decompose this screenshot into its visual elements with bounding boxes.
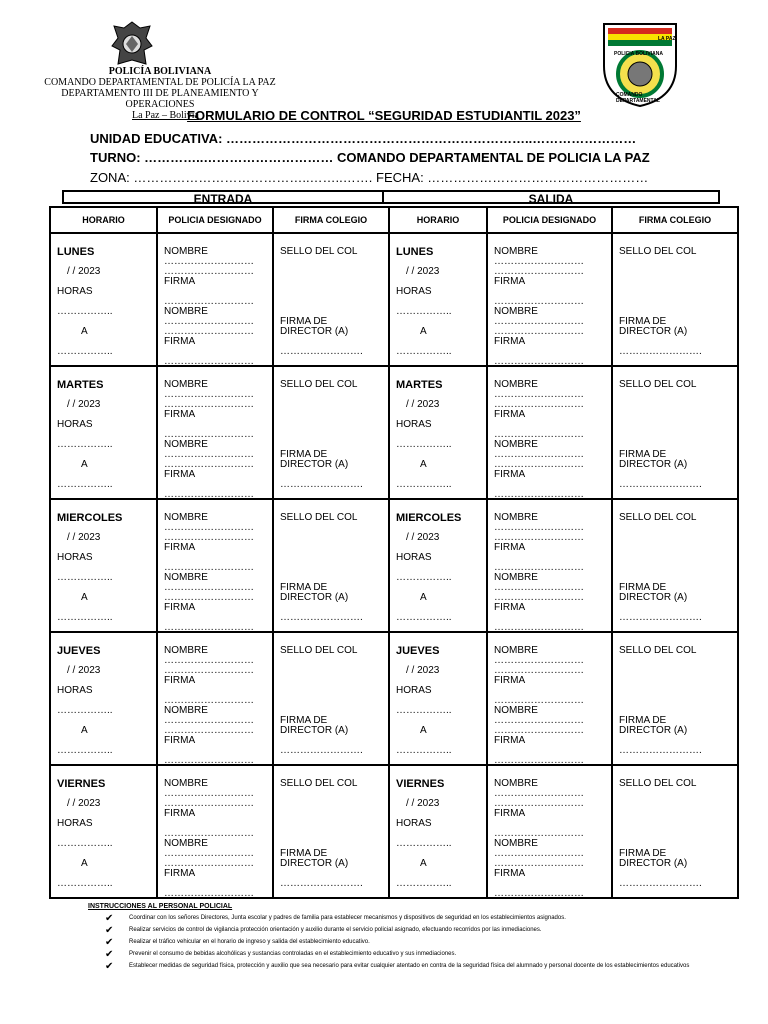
sello-label: SELLO DEL COL [619, 379, 697, 390]
firma-dots: ……………………. [619, 612, 702, 623]
nombre-dots: ……………………… [164, 655, 254, 666]
nombre-label: NOMBRE [164, 306, 208, 317]
firma-dots: ……………………. [280, 346, 363, 357]
firma-dots: ……………………. [619, 346, 702, 357]
firma-cell-in[interactable] [273, 765, 389, 898]
nombre-dots: ……………………… [164, 399, 254, 410]
policia-cell-in[interactable] [157, 632, 273, 765]
nombre-dots: ……………………… [164, 848, 254, 859]
firma-cell-out[interactable] [612, 366, 738, 499]
horario-cell-in[interactable] [50, 233, 157, 366]
instruction-item: Realizar servicios de control de vigilancia protección orientación y auxilio durante el servicio policial asignado, efectuando recorridos por las inmediaciones. [129, 927, 542, 933]
horario-cell-in[interactable] [50, 499, 157, 632]
firma-cell-out[interactable] [612, 233, 738, 366]
director-label: DIRECTOR (A) [619, 326, 688, 337]
horario-cell-in[interactable] [50, 765, 157, 898]
nombre-dots: ……………………… [494, 316, 584, 327]
nombre-label: NOMBRE [494, 246, 538, 257]
firma-dots: ……………………… [494, 356, 584, 367]
header-line3: La Paz – Bolivia [132, 110, 199, 121]
table-row [50, 499, 738, 632]
policia-cell-in[interactable] [157, 233, 273, 366]
table-header-row [50, 207, 738, 233]
firma-de-label: FIRMA DE [619, 582, 667, 593]
firma-label: FIRMA [164, 469, 196, 480]
firma-label: FIRMA [494, 675, 526, 686]
nombre-label: NOMBRE [494, 379, 538, 390]
firma-label: FIRMA [164, 675, 196, 686]
instructions-heading: INSTRUCCIONES AL PERSONAL POLICIAL [88, 903, 233, 910]
a-label: A [81, 858, 88, 869]
policia-cell-out[interactable] [487, 632, 612, 765]
policia-cell-in[interactable] [157, 366, 273, 499]
col-policia-out: POLICIA DESIGNADO [487, 207, 612, 233]
sello-label: SELLO DEL COL [280, 246, 358, 257]
a-label: A [81, 592, 88, 603]
nombre-label: NOMBRE [164, 246, 208, 257]
horario-cell-out[interactable] [389, 632, 487, 765]
nombre-dots: ……………………… [494, 848, 584, 859]
horas-dots: …………….. [57, 306, 113, 317]
nombre-label: NOMBRE [164, 379, 208, 390]
horas-dots: …………….. [57, 439, 113, 450]
a-label: A [420, 592, 427, 603]
header-org: POLICÍA BOLIVIANA [108, 66, 212, 77]
policia-cell-out[interactable] [487, 233, 612, 366]
director-label: DIRECTOR (A) [619, 459, 688, 470]
horas-dots: …………….. [57, 745, 113, 756]
nombre-dots: ……………………… [164, 266, 254, 277]
policia-cell-out[interactable] [487, 499, 612, 632]
horas-label: HORAS [57, 419, 93, 430]
firma-dots: ……………………. [280, 745, 363, 756]
a-label: A [81, 459, 88, 470]
firma-label: FIRMA [494, 868, 526, 879]
nombre-label: NOMBRE [164, 838, 208, 849]
table-row [50, 233, 738, 366]
horas-dots: …………….. [396, 878, 452, 889]
header-line2: DEPARTAMENTO III DE PLANEAMIENTO Y OPERACIONES [61, 88, 259, 110]
firma-de-label: FIRMA DE [280, 582, 328, 593]
sello-label: SELLO DEL COL [280, 512, 358, 523]
nombre-dots: ……………………… [164, 389, 254, 400]
a-label: A [420, 459, 427, 470]
day-label: LUNES [396, 246, 434, 258]
firma-cell-in[interactable] [273, 366, 389, 499]
horas-dots: …………….. [396, 346, 452, 357]
nombre-label: NOMBRE [494, 778, 538, 789]
check-icon: ✔ [105, 949, 114, 960]
nombre-dots: ……………………… [494, 655, 584, 666]
horas-label: HORAS [396, 552, 432, 563]
director-label: DIRECTOR (A) [619, 592, 688, 603]
horas-dots: …………….. [57, 838, 113, 849]
sello-label: SELLO DEL COL [619, 512, 697, 523]
horas-label: HORAS [396, 419, 432, 430]
horas-dots: …………….. [396, 745, 452, 756]
nombre-dots: ……………………… [164, 326, 254, 337]
badge-right-text: LA PAZ [658, 36, 676, 42]
firma-de-label: FIRMA DE [280, 316, 328, 327]
firma-dots: ……………………. [280, 612, 363, 623]
date-field: / / 2023 [67, 665, 101, 676]
nombre-dots: ……………………… [494, 715, 584, 726]
horas-dots: …………….. [57, 705, 113, 716]
col-policia-in: POLICIA DESIGNADO [157, 207, 273, 233]
sello-label: SELLO DEL COL [280, 778, 358, 789]
firma-de-label: FIRMA DE [280, 449, 328, 460]
firma-dots: ……………………. [619, 878, 702, 889]
horas-label: HORAS [57, 818, 93, 829]
firma-dots: ……………………… [494, 489, 584, 500]
nombre-dots: ……………………… [164, 449, 254, 460]
check-icon: ✔ [105, 925, 114, 936]
firma-dots: ……………………… [164, 695, 254, 706]
director-label: DIRECTOR (A) [619, 858, 688, 869]
horas-dots: …………….. [57, 612, 113, 623]
director-label: DIRECTOR (A) [280, 858, 349, 869]
horas-dots: …………….. [57, 572, 113, 583]
instruction-item: Coordinar con los señores Directores, Junta escolar y padres de familia para establecer mecanismos y dispositivos de seguridad en los establecimientos asignados. [129, 915, 566, 921]
firma-dots: ……………………… [494, 562, 584, 573]
firma-dots: ……………………. [619, 479, 702, 490]
nombre-label: NOMBRE [164, 439, 208, 450]
horario-cell-in[interactable] [50, 632, 157, 765]
firma-dots: ……………………… [164, 296, 254, 307]
date-field: / / 2023 [406, 665, 440, 676]
day-label: JUEVES [57, 645, 101, 657]
form-title-text: FORMULARIO DE CONTROL “SEGURIDAD ESTUDIANTIL 2023” [187, 108, 581, 123]
table-row [50, 366, 738, 499]
col-horario-out: HORARIO [389, 207, 487, 233]
firma-label: FIRMA [494, 276, 526, 287]
policia-cell-in[interactable] [157, 499, 273, 632]
horas-dots: …………….. [57, 479, 113, 490]
a-label: A [81, 725, 88, 736]
day-label: VIERNES [396, 778, 445, 790]
nombre-dots: ……………………… [494, 725, 584, 736]
day-label: MIERCOLES [396, 512, 462, 524]
firma-de-label: FIRMA DE [280, 848, 328, 859]
firma-dots: ……………………. [280, 479, 363, 490]
director-label: DIRECTOR (A) [619, 725, 688, 736]
day-label: LUNES [57, 246, 95, 258]
nombre-dots: ……………………… [164, 582, 254, 593]
firma-dots: ……………………… [164, 489, 254, 500]
date-field: / / 2023 [406, 798, 440, 809]
firma-de-label: FIRMA DE [619, 449, 667, 460]
nombre-dots: ……………………… [164, 522, 254, 533]
col-horario-in: HORARIO [50, 207, 157, 233]
date-field: / / 2023 [406, 266, 440, 277]
date-field: / / 2023 [67, 266, 101, 277]
horas-label: HORAS [396, 286, 432, 297]
nombre-dots: ……………………… [494, 389, 584, 400]
check-icon: ✔ [105, 937, 114, 948]
firma-label: FIRMA [494, 469, 526, 480]
nombre-label: NOMBRE [494, 439, 538, 450]
horas-dots: …………….. [396, 479, 452, 490]
firma-label: FIRMA [164, 336, 196, 347]
horas-dots: …………….. [396, 838, 452, 849]
horario-cell-out[interactable] [389, 765, 487, 898]
firma-dots: ……………………… [164, 755, 254, 766]
day-label: MIERCOLES [57, 512, 123, 524]
horas-dots: …………….. [396, 572, 452, 583]
nombre-dots: ……………………… [164, 592, 254, 603]
day-label: MARTES [57, 379, 104, 391]
firma-label: FIRMA [164, 808, 196, 819]
firma-de-label: FIRMA DE [619, 848, 667, 859]
firma-label: FIRMA [494, 542, 526, 553]
instruction-item: Realizar el tráfico vehicular en el horario de ingreso y salida del establecimiento educativo. [129, 939, 370, 945]
nombre-label: NOMBRE [164, 512, 208, 523]
nombre-dots: ……………………… [494, 326, 584, 337]
horas-label: HORAS [57, 685, 93, 696]
badge-bottom-text: COMANDO DEPARTAMENTAL [616, 92, 660, 104]
day-label: JUEVES [396, 645, 440, 657]
nombre-label: NOMBRE [164, 645, 208, 656]
firma-label: FIRMA [164, 276, 196, 287]
instruction-item: Establecer medidas de seguridad física, protección y auxilio que sea necesario para evitar cualquier atentado en contra de la seguridad física del alumnado y personal docente de los establecimientos educativos [129, 963, 690, 969]
nombre-dots: ……………………… [164, 788, 254, 799]
nombre-label: NOMBRE [494, 512, 538, 523]
firma-dots: ……………………… [164, 429, 254, 440]
nombre-dots: ……………………… [494, 266, 584, 277]
nombre-dots: ……………………… [494, 459, 584, 470]
nombre-label: NOMBRE [164, 778, 208, 789]
nombre-dots: ……………………… [494, 798, 584, 809]
horas-dots: …………….. [396, 306, 452, 317]
badge-top-text: POLICIA BOLIVIANA [614, 51, 663, 57]
director-label: DIRECTOR (A) [280, 326, 349, 337]
date-field: / / 2023 [67, 532, 101, 543]
turno-field[interactable]: TURNO: …………..………………………… COMANDO DEPARTAMENTAL DE POLICIA LA PAZ [90, 150, 650, 165]
firma-cell-out[interactable] [612, 632, 738, 765]
horas-label: HORAS [57, 552, 93, 563]
horas-dots: …………….. [57, 878, 113, 889]
col-firma-in: FIRMA COLEGIO [273, 207, 389, 233]
firma-cell-out[interactable] [612, 765, 738, 898]
instruction-item: Prevenir el consumo de bebidas alcohólicas y sustancias controladas en el establecimiento educativo y sus inmediaciones. [129, 951, 457, 957]
firma-de-label: FIRMA DE [280, 715, 328, 726]
firma-dots: ……………………… [494, 296, 584, 307]
policia-cell-out[interactable] [487, 366, 612, 499]
nombre-label: NOMBRE [164, 705, 208, 716]
date-field: / / 2023 [67, 798, 101, 809]
firma-label: FIRMA [494, 602, 526, 613]
nombre-dots: ……………………… [494, 256, 584, 267]
firma-dots: ……………………… [494, 828, 584, 839]
nombre-dots: ……………………… [164, 532, 254, 543]
nombre-label: NOMBRE [164, 572, 208, 583]
nombre-label: NOMBRE [494, 645, 538, 656]
header-line1: COMANDO DEPARTAMENTAL DE POLICÍA LA PAZ [44, 77, 276, 88]
nombre-dots: ……………………… [164, 665, 254, 676]
firma-dots: ……………………… [164, 622, 254, 633]
nombre-dots: ……………………… [164, 858, 254, 869]
horas-dots: …………….. [57, 346, 113, 357]
firma-dots: ……………………… [494, 888, 584, 899]
a-label: A [420, 326, 427, 337]
police-badge-right [600, 18, 680, 108]
firma-label: FIRMA [164, 868, 196, 879]
firma-label: FIRMA [494, 735, 526, 746]
firma-dots: ……………………… [494, 755, 584, 766]
nombre-dots: ……………………… [494, 592, 584, 603]
horario-cell-out[interactable] [389, 499, 487, 632]
firma-dots: ……………………… [494, 695, 584, 706]
horario-cell-out[interactable] [389, 233, 487, 366]
firma-label: FIRMA [164, 735, 196, 746]
table-row [50, 632, 738, 765]
firma-dots: ……………………… [494, 429, 584, 440]
check-icon: ✔ [105, 913, 114, 924]
firma-label: FIRMA [164, 409, 196, 420]
date-field: / / 2023 [406, 399, 440, 410]
nombre-dots: ……………………… [164, 256, 254, 267]
nombre-dots: ……………………… [494, 665, 584, 676]
director-label: DIRECTOR (A) [280, 459, 349, 470]
nombre-label: NOMBRE [494, 838, 538, 849]
day-label: MARTES [396, 379, 443, 391]
date-field: / / 2023 [406, 532, 440, 543]
firma-label: FIRMA [494, 336, 526, 347]
firma-dots: ……………………. [619, 745, 702, 756]
horas-label: HORAS [396, 818, 432, 829]
a-label: A [420, 725, 427, 736]
nombre-dots: ……………………… [164, 798, 254, 809]
nombre-label: NOMBRE [494, 306, 538, 317]
nombre-dots: ……………………… [164, 316, 254, 327]
unidad-field[interactable]: UNIDAD EDUCATIVA: ……………………………………………………………..…………………… [90, 131, 637, 146]
day-label: VIERNES [57, 778, 106, 790]
firma-cell-in[interactable] [273, 632, 389, 765]
sello-label: SELLO DEL COL [280, 645, 358, 656]
zona-field[interactable]: ZONA: …………………………………..……..……. FECHA: …………………………………………… [90, 170, 649, 185]
firma-dots: ……………………… [164, 356, 254, 367]
nombre-dots: ……………………… [164, 459, 254, 470]
firma-cell-out[interactable] [612, 499, 738, 632]
nombre-dots: ……………………… [494, 522, 584, 533]
firma-dots: ……………………… [494, 622, 584, 633]
firma-dots: ……………………… [164, 562, 254, 573]
firma-dots: ……………………… [164, 888, 254, 899]
horario-cell-out[interactable] [389, 366, 487, 499]
horas-dots: …………….. [396, 612, 452, 623]
firma-dots: ……………………… [164, 828, 254, 839]
table-row [50, 765, 738, 898]
a-label: A [81, 326, 88, 337]
firma-de-label: FIRMA DE [619, 715, 667, 726]
firma-label: FIRMA [164, 542, 196, 553]
date-field: / / 2023 [67, 399, 101, 410]
director-label: DIRECTOR (A) [280, 725, 349, 736]
policia-cell-out[interactable] [487, 765, 612, 898]
horas-label: HORAS [396, 685, 432, 696]
check-icon: ✔ [105, 961, 114, 972]
director-label: DIRECTOR (A) [280, 592, 349, 603]
nombre-dots: ……………………… [494, 399, 584, 410]
nombre-dots: ……………………… [164, 715, 254, 726]
sello-label: SELLO DEL COL [619, 246, 697, 257]
sello-label: SELLO DEL COL [619, 645, 697, 656]
nombre-dots: ……………………… [494, 788, 584, 799]
horas-dots: …………….. [396, 705, 452, 716]
firma-label: FIRMA [164, 602, 196, 613]
salida-header: SALIDA [382, 190, 720, 204]
policia-cell-in[interactable] [157, 765, 273, 898]
a-label: A [420, 858, 427, 869]
sello-label: SELLO DEL COL [280, 379, 358, 390]
firma-cell-in[interactable] [273, 499, 389, 632]
firma-label: FIRMA [494, 409, 526, 420]
horario-cell-in[interactable] [50, 366, 157, 499]
nombre-label: NOMBRE [494, 572, 538, 583]
sello-label: SELLO DEL COL [619, 778, 697, 789]
firma-de-label: FIRMA DE [619, 316, 667, 327]
firma-cell-in[interactable] [273, 233, 389, 366]
firma-label: FIRMA [494, 808, 526, 819]
horas-label: HORAS [57, 286, 93, 297]
control-table [49, 206, 739, 899]
nombre-dots: ……………………… [164, 725, 254, 736]
col-firma-out: FIRMA COLEGIO [612, 207, 738, 233]
firma-dots: ……………………. [280, 878, 363, 889]
nombre-dots: ……………………… [494, 858, 584, 869]
entrada-header: ENTRADA [62, 190, 384, 204]
form-title [0, 108, 768, 123]
horas-dots: …………….. [396, 439, 452, 450]
nombre-label: NOMBRE [494, 705, 538, 716]
nombre-dots: ……………………… [494, 449, 584, 460]
police-emblem-left [110, 20, 154, 70]
nombre-dots: ……………………… [494, 582, 584, 593]
nombre-dots: ……………………… [494, 532, 584, 543]
